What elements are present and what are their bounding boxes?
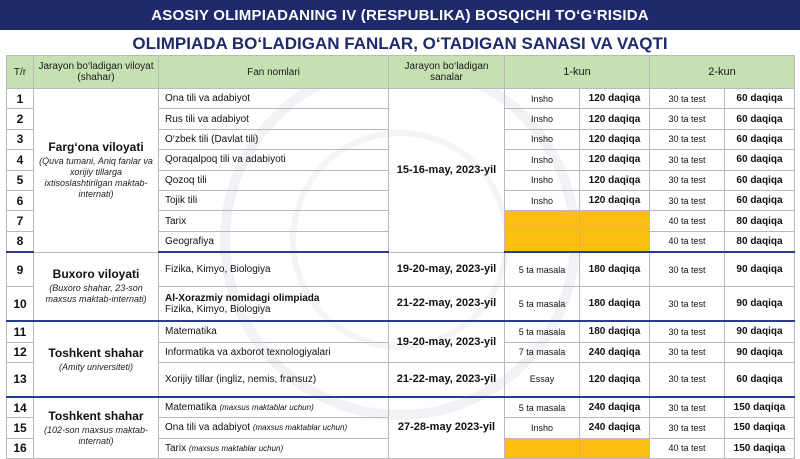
day2-duration: 150 daqiqa (725, 397, 795, 418)
subject-cell: O‘zbek tili (Davlat tili) (159, 129, 389, 149)
page-subtitle: OLIMPIADA BO‘LADIGAN FANLAR, O‘TADIGAN SANASI VA VAQTI (132, 34, 668, 53)
day2-kind: 30 ta test (650, 89, 725, 109)
day1-duration: 120 daqiqa (580, 170, 650, 190)
header-day1: 1-kun (505, 56, 650, 89)
subject-cell: Tojik tili (159, 190, 389, 210)
header-region: Jarayon bo‘ladigan viloyat (shahar) (34, 56, 159, 89)
day1-duration: 180 daqiqa (580, 252, 650, 287)
region-title: Toshkent shahar (48, 345, 144, 360)
day2-kind: 30 ta test (650, 321, 725, 342)
day2-kind: 30 ta test (650, 129, 725, 149)
row-number: 7 (7, 211, 34, 231)
day1-empty-highlight (580, 211, 650, 231)
day1-kind: 7 ta masala (505, 342, 580, 362)
day2-duration: 60 daqiqa (725, 109, 795, 129)
day2-kind: 30 ta test (650, 109, 725, 129)
day1-kind: 5 ta masala (505, 252, 580, 287)
day2-kind: 30 ta test (650, 362, 725, 397)
row-number: 1 (7, 89, 34, 109)
olympiad-name: Al-Xorazmiy nomidagi olimpiada (165, 292, 320, 304)
subject-text: Ona tili va adabiyot (165, 422, 251, 434)
day1-duration: 240 daqiqa (580, 418, 650, 438)
day2-duration: 60 daqiqa (725, 170, 795, 190)
subject-cell: Geografiya (159, 231, 389, 252)
table-row (7, 252, 795, 287)
day2-kind: 40 ta test (650, 438, 725, 458)
date-cell: 21-22-may, 2023-yil (389, 287, 505, 322)
day1-kind: Insho (505, 109, 580, 129)
day2-duration: 80 daqiqa (725, 211, 795, 231)
banner-title: ASOSIY OLIMPIADANING IV (RESPUBLIKA) BOSQICHI TO‘G‘RISIDA (0, 0, 800, 30)
day1-duration: 120 daqiqa (580, 129, 650, 149)
row-number: 13 (7, 362, 34, 397)
subject-text: Fizika, Kimyo, Biologiya (165, 303, 271, 315)
subject-cell: Rus tili va adabiyot (159, 109, 389, 129)
region-subtitle: (Amity universiteti) (58, 361, 133, 372)
day1-empty-highlight (505, 438, 580, 458)
day2-kind: 30 ta test (650, 150, 725, 170)
day2-duration: 150 daqiqa (725, 418, 795, 438)
subject-note: (maxsus maktablar uchun) (188, 443, 284, 453)
day1-kind: 5 ta masala (505, 397, 580, 418)
row-number: 9 (7, 252, 34, 287)
table-row (7, 397, 795, 418)
day1-kind: Insho (505, 190, 580, 210)
day2-kind: 30 ta test (650, 287, 725, 322)
region-buxoro (34, 252, 159, 321)
day1-kind: Insho (505, 89, 580, 109)
row-number: 16 (7, 438, 34, 458)
date-cell: 21-22-may, 2023-yil (389, 362, 505, 397)
region-subtitle: (Quva tumani, Aniq fanlar va xorijiy tillarga ixtisoslashtirilgan maktab-internati) (39, 156, 153, 200)
row-number: 6 (7, 190, 34, 210)
day2-duration: 60 daqiqa (725, 129, 795, 149)
day2-kind: 30 ta test (650, 252, 725, 287)
day1-kind: Essay (505, 362, 580, 397)
day1-empty-highlight (505, 211, 580, 231)
subject-cell: Ona tili va adabiyot (159, 89, 389, 109)
subject-cell: Informatika va axborot texnologiyalari (159, 342, 389, 362)
day2-kind: 40 ta test (650, 211, 725, 231)
day1-kind: Insho (505, 150, 580, 170)
subject-cell: Qoraqalpoq tili va adabiyoti (159, 150, 389, 170)
row-number: 11 (7, 321, 34, 342)
subject-cell (159, 287, 389, 322)
subject-text: Tarix (165, 442, 187, 454)
day1-duration: 120 daqiqa (580, 362, 650, 397)
day1-duration: 120 daqiqa (580, 150, 650, 170)
day2-duration: 90 daqiqa (725, 252, 795, 287)
day2-duration: 90 daqiqa (725, 342, 795, 362)
region-title: Buxoro viloyati (52, 267, 140, 282)
day2-duration: 60 daqiqa (725, 89, 795, 109)
day1-kind: 5 ta masala (505, 287, 580, 322)
day1-kind: Insho (505, 129, 580, 149)
subject-cell (159, 418, 389, 438)
subject-cell: Tarix (159, 211, 389, 231)
day2-kind: 30 ta test (650, 190, 725, 210)
day2-kind: 30 ta test (650, 170, 725, 190)
row-number: 12 (7, 342, 34, 362)
region-title: Toshkent shahar (48, 408, 144, 423)
region-toshkent-102 (34, 397, 159, 459)
table-row (7, 321, 795, 342)
day2-duration: 90 daqiqa (725, 321, 795, 342)
day2-duration: 60 daqiqa (725, 362, 795, 397)
day2-kind: 40 ta test (650, 231, 725, 252)
day2-duration: 80 daqiqa (725, 231, 795, 252)
header-day2: 2-kun (650, 56, 795, 89)
day2-duration: 60 daqiqa (725, 150, 795, 170)
row-number: 5 (7, 170, 34, 190)
day2-duration: 150 daqiqa (725, 438, 795, 458)
day1-kind: Insho (505, 418, 580, 438)
subject-note: (maxsus maktablar uchun) (219, 403, 314, 413)
table-row (7, 89, 795, 109)
day2-duration: 60 daqiqa (725, 190, 795, 210)
day2-duration: 90 daqiqa (725, 287, 795, 322)
row-number: 2 (7, 109, 34, 129)
day1-empty-highlight (580, 231, 650, 252)
header-tr: T/r (7, 56, 34, 89)
header-subject: Fan nomlari (159, 56, 389, 89)
table-header-row (7, 56, 795, 89)
day1-duration: 120 daqiqa (580, 190, 650, 210)
subject-cell: Matematika (159, 321, 389, 342)
region-toshkent-amity (34, 321, 159, 397)
row-number: 4 (7, 150, 34, 170)
row-number: 10 (7, 287, 34, 322)
subject-cell: Qozoq tili (159, 170, 389, 190)
subject-cell: Xorijiy tillar (ingliz, nemis, fransuz) (159, 362, 389, 397)
day1-duration: 240 daqiqa (580, 397, 650, 418)
date-cell: 27-28-may 2023-yil (389, 397, 505, 459)
day1-kind: Insho (505, 170, 580, 190)
day1-duration: 120 daqiqa (580, 109, 650, 129)
region-subtitle: (Buxoro shahar, 23-son maxsus maktab-internati) (45, 283, 147, 305)
header-dates: Jarayon bo‘ladigan sanalar (389, 56, 505, 89)
region-title: Farg‘ona viloyati (48, 140, 144, 155)
subject-cell (159, 438, 389, 458)
row-number: 8 (7, 231, 34, 252)
date-cell: 19-20-may, 2023-yil (389, 252, 505, 287)
subject-note: (maxsus maktablar uchun) (252, 423, 348, 433)
subject-cell (159, 397, 389, 418)
date-cell: 19-20-may, 2023-yil (389, 321, 505, 362)
schedule-table (6, 55, 795, 459)
day2-kind: 30 ta test (650, 342, 725, 362)
day1-duration: 240 daqiqa (580, 342, 650, 362)
day2-kind: 30 ta test (650, 397, 725, 418)
row-number: 3 (7, 129, 34, 149)
day1-kind: 5 ta masala (505, 321, 580, 342)
day2-kind: 30 ta test (650, 418, 725, 438)
subject-cell: Fizika, Kimyo, Biologiya (159, 252, 389, 287)
day1-empty-highlight (580, 438, 650, 458)
day1-duration: 180 daqiqa (580, 321, 650, 342)
day1-duration: 180 daqiqa (580, 287, 650, 322)
subject-text: Matematika (165, 402, 217, 414)
day1-empty-highlight (505, 231, 580, 252)
region-subtitle: (102-son maxsus maktab-internati) (43, 424, 149, 446)
date-cell: 15-16-may, 2023-yil (389, 89, 505, 253)
row-number: 15 (7, 418, 34, 438)
region-fargona (34, 89, 159, 253)
day1-duration: 120 daqiqa (580, 89, 650, 109)
row-number: 14 (7, 397, 34, 418)
